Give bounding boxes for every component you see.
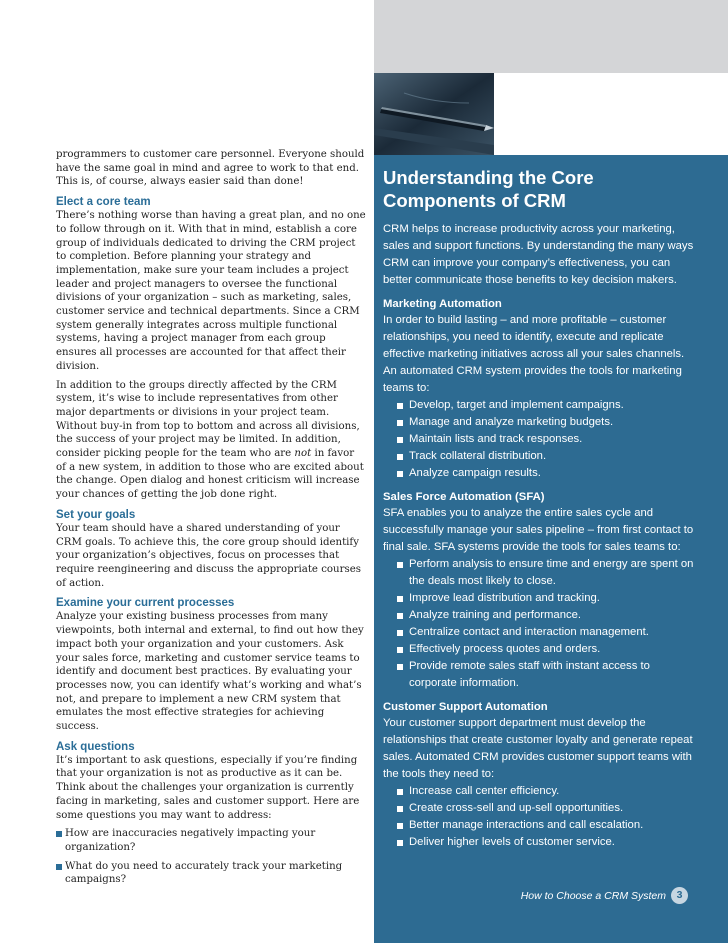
section-heading-questions: Ask questions: [56, 740, 135, 753]
support-list: [383, 783, 695, 851]
list-item: Analyze training and performance.: [383, 607, 695, 624]
paragraph: Your team should have a shared understanding of your CRM goals. To achieve this, the core group should identify your organization’s objectives, focus on processes that require reengineering and discuss the appropriate courses of action.: [56, 522, 361, 589]
list-item: Manage and analyze marketing budgets.: [383, 414, 695, 431]
pen-photo: [374, 73, 494, 155]
list-item: Maintain lists and track responses.: [383, 431, 695, 448]
list-item: Create cross-sell and up-sell opportunities.: [383, 800, 695, 817]
question-list: [56, 827, 366, 887]
list-item: Perform analysis to ensure time and energy are spent on the deals most likely to close.: [383, 556, 695, 590]
header-grey-band: [374, 0, 728, 73]
list-item: Analyze campaign results.: [383, 465, 695, 482]
paragraph: SFA enables you to analyze the entire sales cycle and successfully manage your sales pipeline – from first contact to final sale. SFA systems provide the tools for sales teams to:: [383, 507, 694, 553]
list-item: Develop, target and implement campaigns.: [383, 397, 695, 414]
list-item: Deliver higher levels of customer service.: [383, 834, 695, 851]
paragraph: Analyze your existing business processes from many viewpoints, both internal and external, to find out how they impact both your organization and your customers. Ask your sales force, marketing and customer service teams to identify and document best practices. By evaluating your processes now, you can identify what’s working and what’s not, and prepare to implement a new CRM system that emulates the most effective strategies for achieving success.: [56, 611, 364, 733]
section-heading-support: Customer Support Automation: [383, 701, 548, 713]
intro-paragraph: programmers to customer care personnel. Everyone should have the same goal in mind and agree to work to that end. This is, of course, always easier said than done!: [56, 149, 365, 188]
list-item: Provide remote sales staff with instant access to corporate information.: [383, 658, 695, 692]
list-item: Effectively process quotes and orders.: [383, 641, 695, 658]
list-item: Increase call center efficiency.: [383, 783, 695, 800]
page-title: Understanding the Core Components of CRM: [383, 167, 594, 211]
list-item: Better manage interactions and call escalation.: [383, 817, 695, 834]
section-heading-core-team: Elect a core team: [56, 196, 151, 209]
paragraph: It’s important to ask questions, especially if you’re finding that your organization is not as productive as it can be. Think about the challenges your organization is currently facing in marketing, sales and customer support. Here are some questions you may want to address:: [56, 754, 360, 821]
list-item: How are inaccuracies negatively impacting your organization?: [56, 827, 366, 854]
paragraph: Your customer support department must develop the relationships that create customer loyalty and generate repeat sales. Automated CRM provides customer support teams with the tools they need to:: [383, 717, 693, 780]
page-number: 3: [671, 887, 688, 904]
paragraph: There’s nothing worse than having a great plan, and no one to follow through on it. With that in mind, establish a core group of individuals dedicated to driving the CRM project to completion. Before planning your strategy and implementation, make sure your team includes a project leader and project managers to oversee the functional divisions of your organization – such as marketing, sales, customer service and technical departments. Since a CRM system generally integrates across multiple functional systems, having a project manager from each group ensures all processes are accounted for that affect their division.: [56, 210, 366, 372]
left-column: [56, 148, 366, 892]
intro-paragraph: CRM helps to increase productivity across your marketing, sales and support functions. By understanding the many ways CRM can improve your company’s effectiveness, you can better communicate those benefits to key decision makers.: [383, 223, 694, 286]
section-heading-goals: Set your goals: [56, 508, 136, 521]
emphasis: not: [294, 448, 312, 460]
photo-spacer: [494, 73, 728, 155]
list-item: Centralize contact and interaction management.: [383, 624, 695, 641]
section-heading-processes: Examine your current processes: [56, 597, 235, 610]
footer-title: How to Choose a CRM System: [520, 890, 666, 902]
right-column: [383, 166, 695, 851]
section-heading-sfa: Sales Force Automation (SFA): [383, 491, 545, 503]
paragraph: In addition to the groups directly affected by the CRM system, it’s wise to include representatives from other major departments or divisions in your project team. Without buy-in from top to bottom and across all divisions, the success of your project may be limited. In addition, consider picking people for the team who are not in favor of a new system, in addition to those who are excited about the change. Open dialog and honest criticism will increase your chances of getting the job done right.: [56, 379, 364, 501]
section-heading-marketing: Marketing Automation: [383, 298, 502, 310]
sfa-list: [383, 556, 695, 692]
marketing-list: [383, 397, 695, 482]
list-item: Track collateral distribution.: [383, 448, 695, 465]
paragraph: In order to build lasting – and more profitable – customer relationships, you need to identify, execute and replicate effective marketing initiatives across all your sales channels. An automated CRM system provides the tools for marketing teams to:: [383, 314, 685, 394]
list-item: Improve lead distribution and tracking.: [383, 590, 695, 607]
list-item: What do you need to accurately track your marketing campaigns?: [56, 860, 366, 887]
